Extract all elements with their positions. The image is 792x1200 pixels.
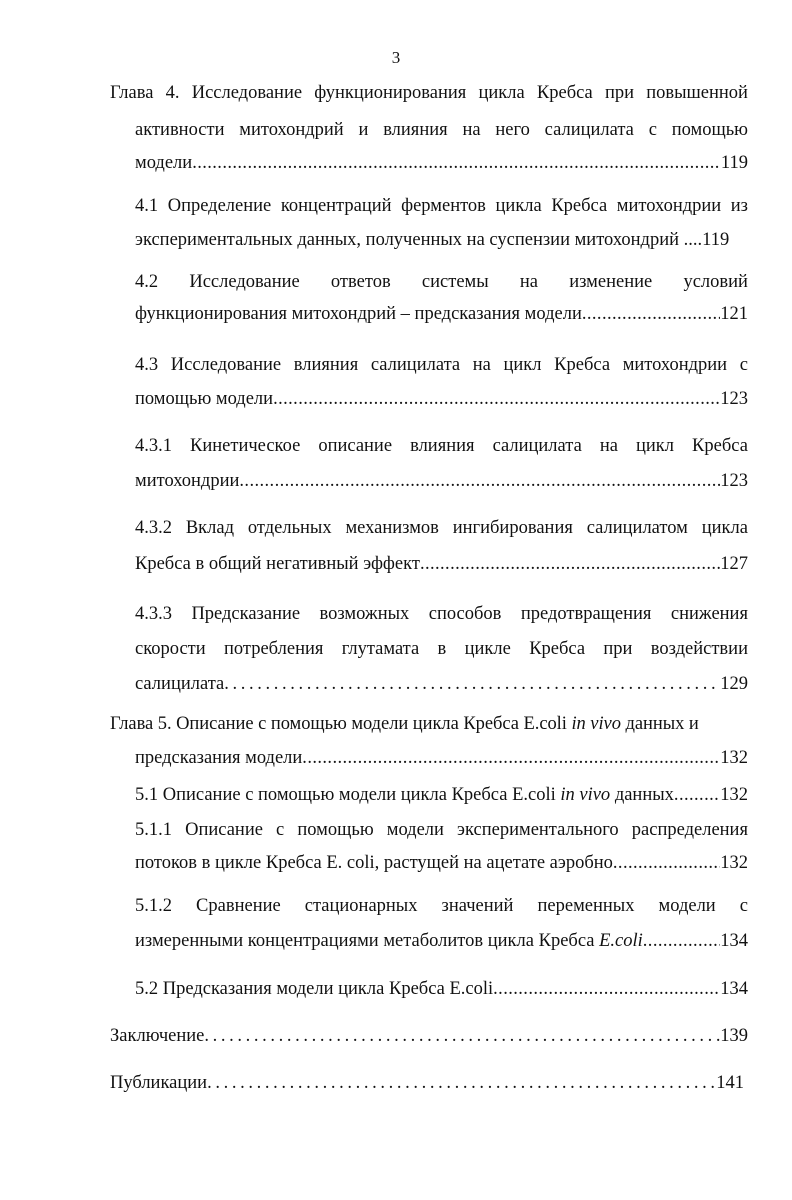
toc-section-4-3-1-line-1: 4.3.1 Кинетическое описание влияния салицилата на цикл Кребса [135, 436, 748, 456]
page-ref: 134 [720, 931, 748, 951]
toc-section-4-2-line-1: 4.2 Исследование ответов системы на изменение условий [135, 272, 748, 292]
toc-section-5-1-1-leader[interactable]: потоков в цикле Кребса E. coli, растущей на ацетате аэробно ..... 132 [135, 851, 748, 875]
toc-section-4-3-2-line-1: 4.3.2 Вклад отдельных механизмов ингибирования салицилатом цикла [135, 518, 748, 538]
page-ref: 129 [720, 674, 748, 694]
toc-chapter-4-leader[interactable]: модели ..... 119 [135, 151, 748, 175]
toc-section-5-1-leader[interactable]: 5.1 Описание с помощью модели цикла Кребса E.coli in vivo данных ..... 132 [135, 783, 748, 807]
page-ref: 121 [720, 304, 748, 324]
page-ref: 132 [720, 748, 748, 768]
toc-section-5-2-leader[interactable]: 5.2 Предсказания модели цикла Кребса E.coli ..... 134 [135, 977, 748, 1001]
page-ref: 132 [720, 785, 748, 805]
page-ref: 123 [720, 389, 748, 409]
toc-section-4-3-leader[interactable]: помощью модели ..... 123 [135, 387, 748, 411]
toc-conclusion-leader[interactable]: Заключение . . . 139 [110, 1024, 748, 1048]
toc-chapter-4-line-1: Глава 4. Исследование функционирования цикла Кребса при повышенной [110, 83, 748, 103]
toc-section-4-1-leader[interactable]: экспериментальных данных, полученных на суспензии митохондрий .... 119 [135, 230, 730, 250]
toc-section-4-3-3-leader[interactable]: салицилата . . . 129 [135, 672, 748, 696]
page-ref: 119 [720, 153, 748, 173]
toc-chapter-5-line-1: Глава 5. Описание с помощью модели цикла Кребса E.coli in vivo данных и [110, 714, 699, 734]
page-ref: 127 [720, 554, 748, 574]
toc-section-4-3-3-line-2: скорости потребления глутамата в цикле Кребса при воздействии [135, 639, 748, 659]
toc-section-4-3-1-leader[interactable]: митохондрии ..... 123 [135, 469, 748, 493]
toc-publications-leader[interactable]: Публикации . . . 141 [110, 1071, 744, 1095]
page-ref: 119 [702, 230, 730, 250]
page-ref: 141 [716, 1073, 744, 1093]
page-ref: 123 [720, 471, 748, 491]
toc-section-4-3-2-leader[interactable]: Кребса в общий негативный эффект ..... 127 [135, 552, 748, 576]
toc-section-4-3-3-line-1: 4.3.3 Предсказание возможных способов предотвращения снижения [135, 604, 748, 624]
page-number: 3 [391, 48, 401, 67]
toc-section-5-1-1-line-1: 5.1.1 Описание с помощью модели экспериментального распределения [135, 820, 748, 840]
toc-section-5-1-2-leader[interactable]: измеренными концентрациями метаболитов цикла Кребса E.coli ..... 134 [135, 929, 748, 953]
toc-section-4-3-line-1: 4.3 Исследование влияния салицилата на цикл Кребса митохондрии с [135, 355, 748, 375]
toc-section-5-1-2-line-1: 5.1.2 Сравнение стационарных значений переменных модели с [135, 896, 748, 916]
page-ref: 134 [720, 979, 748, 999]
toc-section-4-2-leader[interactable]: функционирования митохондрий – предсказания модели ..... 121 [135, 302, 748, 326]
toc-chapter-4-line-2: активности митохондрий и влияния на него салицилата с помощью [135, 120, 748, 140]
page-ref: 132 [720, 853, 748, 873]
page-ref: 139 [720, 1026, 748, 1046]
toc-chapter-5-leader[interactable]: предсказания модели ..... 132 [135, 746, 748, 770]
toc-section-4-1-line-1: 4.1 Определение концентраций ферментов цикла Кребса митохондрии из [135, 196, 748, 216]
